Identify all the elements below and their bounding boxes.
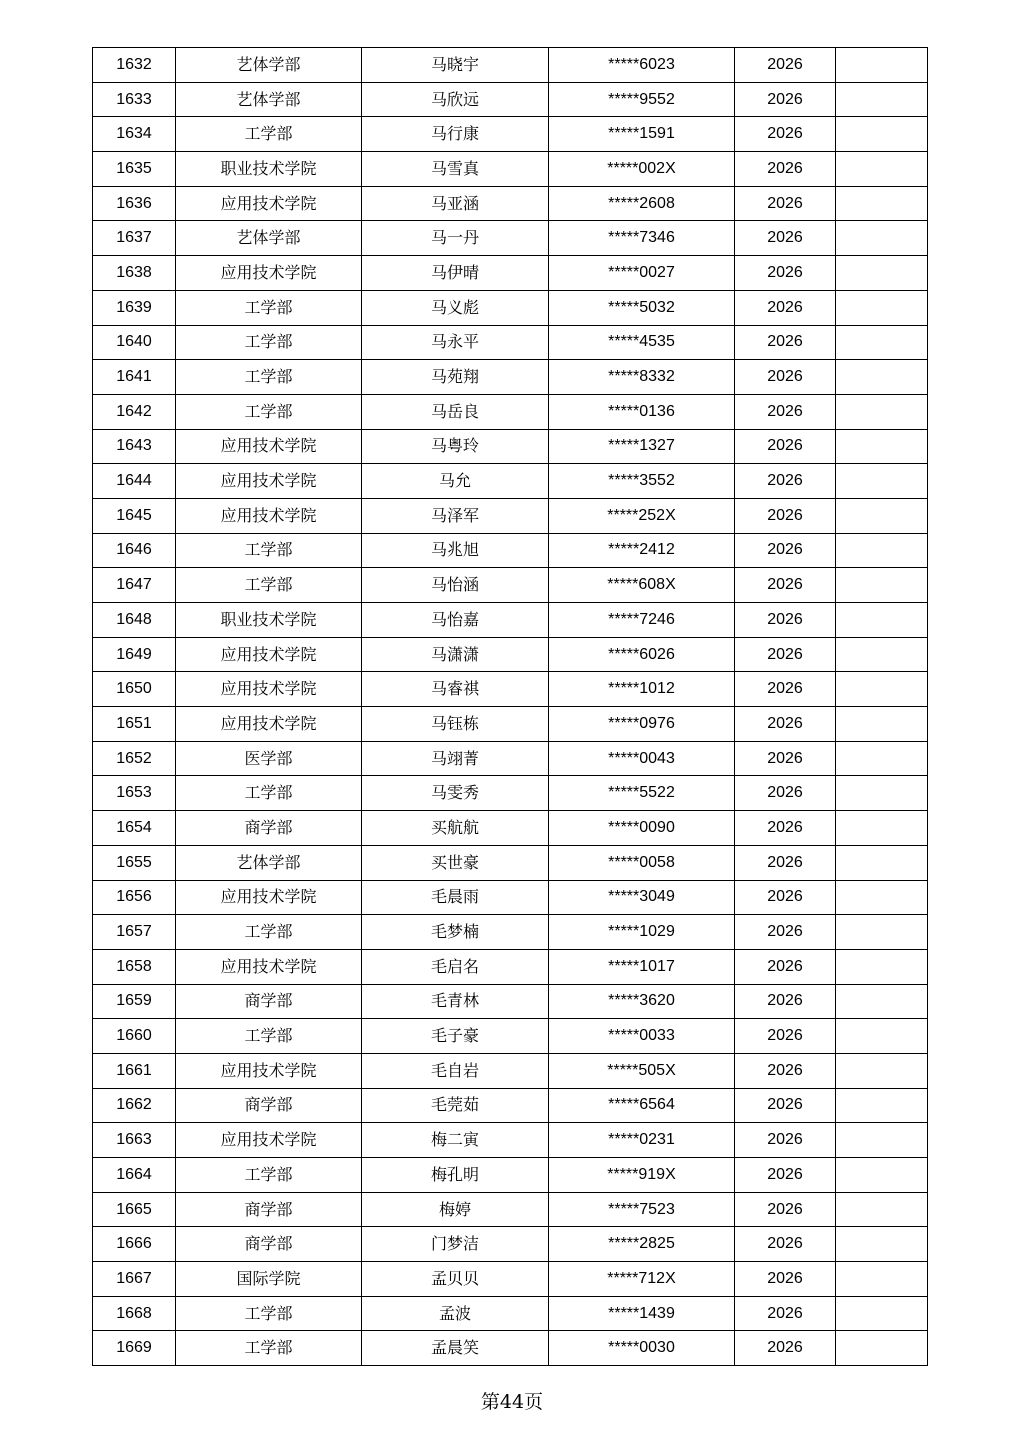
department-cell: 职业技术学院: [176, 603, 362, 638]
name-cell: 孟波: [362, 1296, 549, 1331]
department-cell: 职业技术学院: [176, 152, 362, 187]
table-row: [93, 290, 928, 325]
department-cell: 工学部: [176, 568, 362, 603]
id-suffix-cell: *****3552: [549, 464, 735, 499]
department-cell: 商学部: [176, 1227, 362, 1262]
remark-cell: [836, 1296, 928, 1331]
year-cell: 2026: [735, 1331, 836, 1366]
year-cell: 2026: [735, 741, 836, 776]
table-row: [93, 1262, 928, 1297]
department-cell: 商学部: [176, 811, 362, 846]
name-cell: 马晓宇: [362, 48, 549, 83]
remark-cell: [836, 82, 928, 117]
department-cell: 工学部: [176, 117, 362, 152]
department-cell: 工学部: [176, 394, 362, 429]
table-row: [93, 568, 928, 603]
page-number: 第44页: [480, 1391, 544, 1413]
table-row: [93, 1053, 928, 1088]
table-row: [93, 1192, 928, 1227]
year-cell: 2026: [735, 256, 836, 291]
id-suffix-cell: *****2608: [549, 186, 735, 221]
remark-cell: [836, 568, 928, 603]
row-number-cell: 1640: [93, 325, 176, 360]
name-cell: 马雪真: [362, 152, 549, 187]
department-cell: 应用技术学院: [176, 707, 362, 742]
name-cell: 马钰栋: [362, 707, 549, 742]
table-row: [93, 984, 928, 1019]
id-suffix-cell: *****1591: [549, 117, 735, 152]
id-suffix-cell: *****2825: [549, 1227, 735, 1262]
year-cell: 2026: [735, 1296, 836, 1331]
id-suffix-cell: *****7346: [549, 221, 735, 256]
row-number-cell: 1642: [93, 394, 176, 429]
remark-cell: [836, 533, 928, 568]
id-suffix-cell: *****0976: [549, 707, 735, 742]
remark-cell: [836, 1227, 928, 1262]
year-cell: 2026: [735, 82, 836, 117]
table-row: [93, 1123, 928, 1158]
year-cell: 2026: [735, 1262, 836, 1297]
department-cell: 应用技术学院: [176, 498, 362, 533]
name-cell: 孟贝贝: [362, 1262, 549, 1297]
table-row: [93, 707, 928, 742]
id-suffix-cell: *****252X: [549, 498, 735, 533]
name-cell: 马怡嘉: [362, 603, 549, 638]
remark-cell: [836, 1192, 928, 1227]
row-number-cell: 1639: [93, 290, 176, 325]
remark-cell: [836, 637, 928, 672]
remark-cell: [836, 360, 928, 395]
year-cell: 2026: [735, 845, 836, 880]
row-number-cell: 1656: [93, 880, 176, 915]
id-suffix-cell: *****8332: [549, 360, 735, 395]
remark-cell: [836, 498, 928, 533]
remark-cell: [836, 1123, 928, 1158]
id-suffix-cell: *****9552: [549, 82, 735, 117]
name-cell: 马泽军: [362, 498, 549, 533]
department-cell: 商学部: [176, 984, 362, 1019]
id-suffix-cell: *****5032: [549, 290, 735, 325]
year-cell: 2026: [735, 1019, 836, 1054]
department-cell: 商学部: [176, 1088, 362, 1123]
id-suffix-cell: *****919X: [549, 1158, 735, 1193]
year-cell: 2026: [735, 429, 836, 464]
year-cell: 2026: [735, 1123, 836, 1158]
row-number-cell: 1648: [93, 603, 176, 638]
department-cell: 应用技术学院: [176, 949, 362, 984]
remark-cell: [836, 117, 928, 152]
year-cell: 2026: [735, 984, 836, 1019]
remark-cell: [836, 429, 928, 464]
year-cell: 2026: [735, 1088, 836, 1123]
row-number-cell: 1653: [93, 776, 176, 811]
id-suffix-cell: *****002X: [549, 152, 735, 187]
department-cell: 工学部: [176, 360, 362, 395]
name-cell: 马义彪: [362, 290, 549, 325]
name-cell: 马欣远: [362, 82, 549, 117]
department-cell: 应用技术学院: [176, 672, 362, 707]
remark-cell: [836, 1019, 928, 1054]
table-row: [93, 464, 928, 499]
table-row: [93, 186, 928, 221]
id-suffix-cell: *****7246: [549, 603, 735, 638]
student-list-table: [92, 47, 928, 1366]
row-number-cell: 1645: [93, 498, 176, 533]
id-suffix-cell: *****608X: [549, 568, 735, 603]
row-number-cell: 1660: [93, 1019, 176, 1054]
row-number-cell: 1667: [93, 1262, 176, 1297]
name-cell: 毛晨雨: [362, 880, 549, 915]
year-cell: 2026: [735, 290, 836, 325]
id-suffix-cell: *****7523: [549, 1192, 735, 1227]
remark-cell: [836, 603, 928, 638]
remark-cell: [836, 221, 928, 256]
department-cell: 应用技术学院: [176, 429, 362, 464]
row-number-cell: 1657: [93, 915, 176, 950]
remark-cell: [836, 1331, 928, 1366]
table-row: [93, 82, 928, 117]
remark-cell: [836, 949, 928, 984]
department-cell: 应用技术学院: [176, 256, 362, 291]
row-number-cell: 1658: [93, 949, 176, 984]
row-number-cell: 1641: [93, 360, 176, 395]
name-cell: 买世豪: [362, 845, 549, 880]
year-cell: 2026: [735, 1227, 836, 1262]
remark-cell: [836, 1088, 928, 1123]
year-cell: 2026: [735, 949, 836, 984]
table-row: [93, 1227, 928, 1262]
remark-cell: [836, 741, 928, 776]
id-suffix-cell: *****712X: [549, 1262, 735, 1297]
id-suffix-cell: *****0027: [549, 256, 735, 291]
remark-cell: [836, 394, 928, 429]
student-list-table-wrapper: [92, 47, 927, 1366]
name-cell: 梅二寅: [362, 1123, 549, 1158]
year-cell: 2026: [735, 221, 836, 256]
row-number-cell: 1647: [93, 568, 176, 603]
name-cell: 马睿祺: [362, 672, 549, 707]
name-cell: 马翊菁: [362, 741, 549, 776]
remark-cell: [836, 672, 928, 707]
table-row: [93, 1088, 928, 1123]
department-cell: 国际学院: [176, 1262, 362, 1297]
row-number-cell: 1649: [93, 637, 176, 672]
name-cell: 毛梦楠: [362, 915, 549, 950]
year-cell: 2026: [735, 498, 836, 533]
row-number-cell: 1668: [93, 1296, 176, 1331]
table-row: [93, 1019, 928, 1054]
table-row: [93, 360, 928, 395]
name-cell: 毛青林: [362, 984, 549, 1019]
remark-cell: [836, 48, 928, 83]
id-suffix-cell: *****0033: [549, 1019, 735, 1054]
remark-cell: [836, 290, 928, 325]
id-suffix-cell: *****5522: [549, 776, 735, 811]
name-cell: 马潇潇: [362, 637, 549, 672]
row-number-cell: 1654: [93, 811, 176, 846]
year-cell: 2026: [735, 394, 836, 429]
table-row: [93, 1331, 928, 1366]
id-suffix-cell: *****1017: [549, 949, 735, 984]
name-cell: 马苑翔: [362, 360, 549, 395]
id-suffix-cell: *****0030: [549, 1331, 735, 1366]
department-cell: 工学部: [176, 776, 362, 811]
year-cell: 2026: [735, 637, 836, 672]
name-cell: 马行康: [362, 117, 549, 152]
id-suffix-cell: *****6026: [549, 637, 735, 672]
name-cell: 毛自岩: [362, 1053, 549, 1088]
table-row: [93, 221, 928, 256]
name-cell: 马雯秀: [362, 776, 549, 811]
table-row: [93, 637, 928, 672]
remark-cell: [836, 1158, 928, 1193]
name-cell: 马亚涵: [362, 186, 549, 221]
department-cell: 应用技术学院: [176, 1123, 362, 1158]
year-cell: 2026: [735, 707, 836, 742]
year-cell: 2026: [735, 603, 836, 638]
row-number-cell: 1669: [93, 1331, 176, 1366]
row-number-cell: 1652: [93, 741, 176, 776]
row-number-cell: 1666: [93, 1227, 176, 1262]
id-suffix-cell: *****1012: [549, 672, 735, 707]
row-number-cell: 1635: [93, 152, 176, 187]
row-number-cell: 1643: [93, 429, 176, 464]
table-row: [93, 394, 928, 429]
department-cell: 应用技术学院: [176, 880, 362, 915]
remark-cell: [836, 1053, 928, 1088]
table-body: [93, 48, 928, 1366]
remark-cell: [836, 776, 928, 811]
year-cell: 2026: [735, 152, 836, 187]
name-cell: 马粤玲: [362, 429, 549, 464]
year-cell: 2026: [735, 464, 836, 499]
year-cell: 2026: [735, 325, 836, 360]
remark-cell: [836, 186, 928, 221]
year-cell: 2026: [735, 880, 836, 915]
row-number-cell: 1634: [93, 117, 176, 152]
department-cell: 商学部: [176, 1192, 362, 1227]
id-suffix-cell: *****505X: [549, 1053, 735, 1088]
remark-cell: [836, 325, 928, 360]
year-cell: 2026: [735, 568, 836, 603]
table-row: [93, 325, 928, 360]
row-number-cell: 1637: [93, 221, 176, 256]
table-row: [93, 915, 928, 950]
name-cell: 马兆旭: [362, 533, 549, 568]
year-cell: 2026: [735, 1053, 836, 1088]
department-cell: 艺体学部: [176, 221, 362, 256]
department-cell: 工学部: [176, 533, 362, 568]
table-row: [93, 1158, 928, 1193]
department-cell: 工学部: [176, 1296, 362, 1331]
id-suffix-cell: *****2412: [549, 533, 735, 568]
year-cell: 2026: [735, 776, 836, 811]
remark-cell: [836, 464, 928, 499]
row-number-cell: 1644: [93, 464, 176, 499]
id-suffix-cell: *****0136: [549, 394, 735, 429]
name-cell: 买航航: [362, 811, 549, 846]
id-suffix-cell: *****1439: [549, 1296, 735, 1331]
table-row: [93, 845, 928, 880]
name-cell: 梅婷: [362, 1192, 549, 1227]
year-cell: 2026: [735, 117, 836, 152]
remark-cell: [836, 915, 928, 950]
name-cell: 毛子豪: [362, 1019, 549, 1054]
year-cell: 2026: [735, 1158, 836, 1193]
department-cell: 艺体学部: [176, 845, 362, 880]
year-cell: 2026: [735, 672, 836, 707]
year-cell: 2026: [735, 533, 836, 568]
table-row: [93, 533, 928, 568]
id-suffix-cell: *****0090: [549, 811, 735, 846]
department-cell: 医学部: [176, 741, 362, 776]
department-cell: 工学部: [176, 915, 362, 950]
row-number-cell: 1633: [93, 82, 176, 117]
department-cell: 工学部: [176, 290, 362, 325]
department-cell: 应用技术学院: [176, 1053, 362, 1088]
name-cell: 梅孔明: [362, 1158, 549, 1193]
row-number-cell: 1659: [93, 984, 176, 1019]
department-cell: 艺体学部: [176, 82, 362, 117]
id-suffix-cell: *****4535: [549, 325, 735, 360]
table-row: [93, 776, 928, 811]
table-row: [93, 152, 928, 187]
department-cell: 工学部: [176, 1331, 362, 1366]
row-number-cell: 1650: [93, 672, 176, 707]
table-row: [93, 48, 928, 83]
department-cell: 工学部: [176, 1158, 362, 1193]
name-cell: 孟晨笑: [362, 1331, 549, 1366]
year-cell: 2026: [735, 1192, 836, 1227]
id-suffix-cell: *****1327: [549, 429, 735, 464]
department-cell: 工学部: [176, 325, 362, 360]
row-number-cell: 1655: [93, 845, 176, 880]
remark-cell: [836, 707, 928, 742]
department-cell: 艺体学部: [176, 48, 362, 83]
table-row: [93, 741, 928, 776]
department-cell: 工学部: [176, 1019, 362, 1054]
table-row: [93, 603, 928, 638]
name-cell: 马岳良: [362, 394, 549, 429]
remark-cell: [836, 845, 928, 880]
id-suffix-cell: *****0231: [549, 1123, 735, 1158]
year-cell: 2026: [735, 186, 836, 221]
year-cell: 2026: [735, 48, 836, 83]
name-cell: 马伊晴: [362, 256, 549, 291]
id-suffix-cell: *****0058: [549, 845, 735, 880]
table-row: [93, 429, 928, 464]
remark-cell: [836, 1262, 928, 1297]
department-cell: 应用技术学院: [176, 637, 362, 672]
name-cell: 马一丹: [362, 221, 549, 256]
year-cell: 2026: [735, 915, 836, 950]
table-row: [93, 672, 928, 707]
name-cell: 马允: [362, 464, 549, 499]
name-cell: 马怡涵: [362, 568, 549, 603]
remark-cell: [836, 152, 928, 187]
remark-cell: [836, 811, 928, 846]
table-row: [93, 256, 928, 291]
id-suffix-cell: *****0043: [549, 741, 735, 776]
department-cell: 应用技术学院: [176, 186, 362, 221]
table-row: [93, 1296, 928, 1331]
table-row: [93, 498, 928, 533]
row-number-cell: 1662: [93, 1088, 176, 1123]
name-cell: 毛启名: [362, 949, 549, 984]
year-cell: 2026: [735, 360, 836, 395]
name-cell: 门梦洁: [362, 1227, 549, 1262]
year-cell: 2026: [735, 811, 836, 846]
name-cell: 马永平: [362, 325, 549, 360]
row-number-cell: 1651: [93, 707, 176, 742]
table-row: [93, 117, 928, 152]
table-row: [93, 949, 928, 984]
id-suffix-cell: *****1029: [549, 915, 735, 950]
id-suffix-cell: *****6023: [549, 48, 735, 83]
row-number-cell: 1663: [93, 1123, 176, 1158]
id-suffix-cell: *****6564: [549, 1088, 735, 1123]
row-number-cell: 1646: [93, 533, 176, 568]
id-suffix-cell: *****3620: [549, 984, 735, 1019]
table-row: [93, 811, 928, 846]
row-number-cell: 1632: [93, 48, 176, 83]
id-suffix-cell: *****3049: [549, 880, 735, 915]
name-cell: 毛莞茹: [362, 1088, 549, 1123]
row-number-cell: 1664: [93, 1158, 176, 1193]
row-number-cell: 1665: [93, 1192, 176, 1227]
remark-cell: [836, 256, 928, 291]
row-number-cell: 1661: [93, 1053, 176, 1088]
table-row: [93, 880, 928, 915]
row-number-cell: 1638: [93, 256, 176, 291]
remark-cell: [836, 880, 928, 915]
remark-cell: [836, 984, 928, 1019]
department-cell: 应用技术学院: [176, 464, 362, 499]
row-number-cell: 1636: [93, 186, 176, 221]
